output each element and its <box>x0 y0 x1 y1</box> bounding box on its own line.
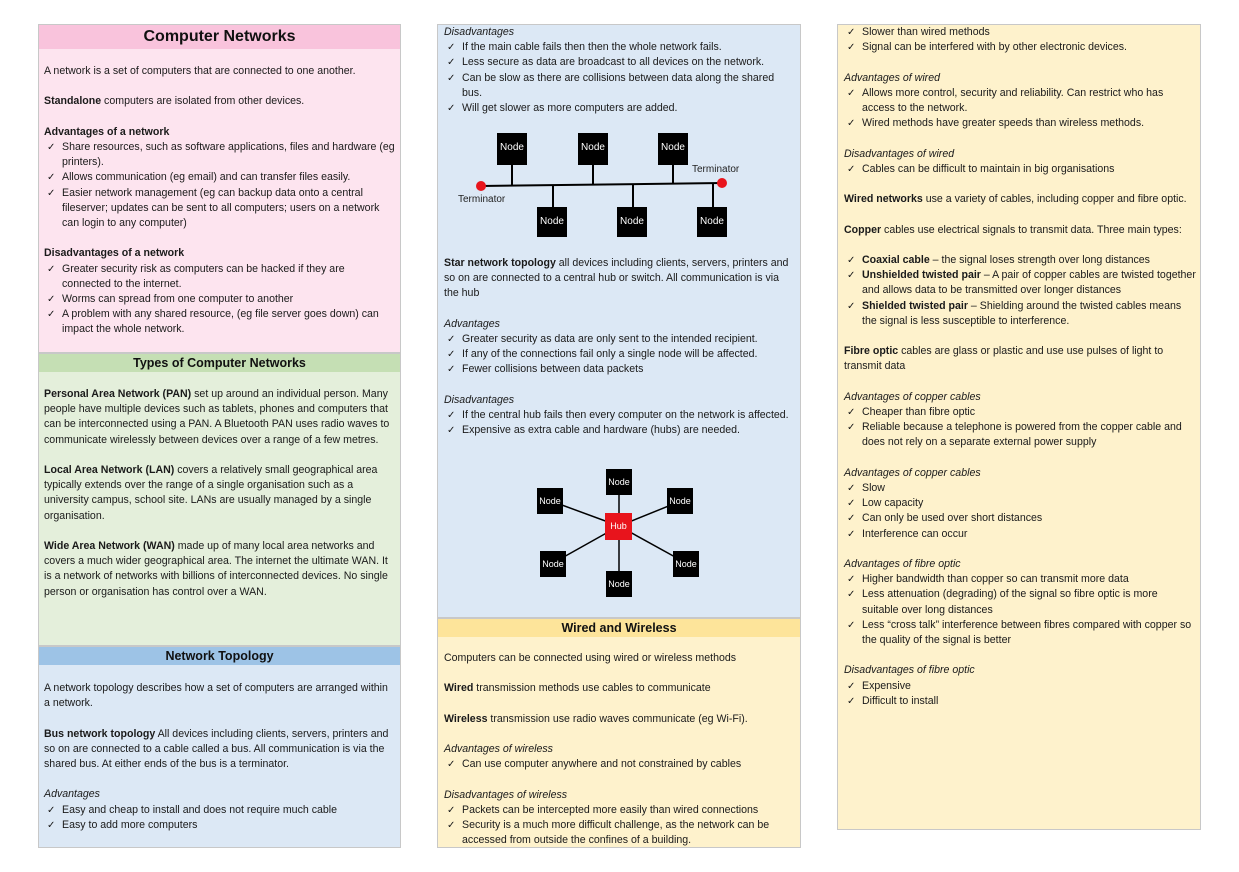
list-item: ✓ Less secure as data are broadcast to all devices on the network. <box>444 55 796 70</box>
star-node: Node <box>537 488 563 514</box>
list-item: ✓ Slow <box>844 481 1196 496</box>
list-item: ✓ Unshielded twisted pair – A pair of copper cables are twisted together and allows data to be transmitted over longer distances <box>844 268 1196 298</box>
bus-dis-list <box>444 40 796 116</box>
fibre-adv-list <box>844 572 1196 648</box>
copper-adv-list <box>844 405 1196 451</box>
bus-node: Node <box>497 133 527 165</box>
list-item: ✓ Cables can be difficult to maintain in big organisations <box>844 162 1196 177</box>
types-of-networks-body <box>44 387 396 600</box>
standalone-text: Standalone computers are isolated from other devices. <box>44 95 305 108</box>
adv-network-heading: Advantages of a network <box>44 125 170 138</box>
wan-text: Wide Area Network (WAN) made up of many local area networks and covers a much wider geographical area. The internet the ultimate WAN. It is a network of networks with billions of interconnected devices. No single person or organisation has control over a WAN. <box>44 540 388 598</box>
wired-adv-list <box>844 86 1196 132</box>
network-topology-body <box>44 681 396 833</box>
list-item: ✓ Expensive <box>844 679 1196 694</box>
star-node: Node <box>606 571 632 597</box>
wireless-dis-list-continued <box>844 25 1196 55</box>
bus-node: Node <box>537 207 567 237</box>
computer-networks-body <box>44 64 396 338</box>
wired-intro: Computers can be connected using wired or wireless methods <box>444 652 737 664</box>
copper-adv2-heading: Advantages of copper cables <box>844 466 981 479</box>
list-item: ✓ Can only be used over short distances <box>844 511 1196 526</box>
star-node: Node <box>606 469 632 495</box>
star-topology-body <box>444 256 796 438</box>
list-item: ✓ Will get slower as more computers are added. <box>444 101 796 116</box>
list-item: ✓ Expensive as extra cable and hardware (hubs) are needed. <box>444 423 796 438</box>
copper-text: Copper cables use electrical signals to transmit data. Three main types: <box>844 223 1182 236</box>
terminator-right-dot <box>717 178 727 188</box>
list-item: ✓ Signal can be interfered with by other electronic devices. <box>844 40 1196 55</box>
list-item: ✓ Share resources, such as software applications, files and hardware (eg printers). <box>44 140 396 170</box>
list-item: ✓ Greater security risk as computers can be hacked if they are connected to the internet. <box>44 262 396 292</box>
wired-dis-heading: Disadvantages of wired <box>844 147 955 160</box>
dis-network-list <box>44 262 396 338</box>
title-wired-and-wireless: Wired and Wireless <box>438 619 800 637</box>
terminator-left-label: Terminator <box>458 194 506 205</box>
wired-text: Wired transmission methods use cables to communicate <box>444 682 711 695</box>
bus-adv-heading: Advantages <box>44 788 100 801</box>
intro-text: A network is a set of computers that are connected to one another. <box>44 65 356 77</box>
bus-disadvantages <box>444 25 796 116</box>
lan-text: Local Area Network (LAN) covers a relatively small geographical area typically extends over the range of a single organisation such as a university campus, school site. LANs are usually managed by a single organisation. <box>44 464 378 522</box>
bus-dis-heading: Disadvantages <box>444 26 515 38</box>
star-node: Node <box>673 551 699 577</box>
fibre-adv-heading: Advantages of fibre optic <box>844 557 961 570</box>
star-hub: Hub <box>605 513 632 540</box>
cables-body <box>844 25 1196 709</box>
star-adv-heading: Advantages <box>444 317 500 330</box>
list-item: ✓ Easier network management (eg can backup data onto a central fileserver; updates can be sent to all computers; users on a network can login to any computer) <box>44 186 396 232</box>
bus-node: Node <box>578 133 608 165</box>
terminator-left-dot <box>476 181 486 191</box>
bus-topology-text: Bus network topology All devices including clients, servers, printers and so on are connected to a cable called a bus. All communication is via the shared bus. At either ends of the bus is a terminator. <box>44 727 389 770</box>
terminator-right-label: Terminator <box>692 164 740 175</box>
star-topology-text: Star network topology all devices including clients, servers, printers and so on are connected to a central hub or switch. All communication is via the hub <box>444 257 789 300</box>
list-item: ✓ A problem with any shared resource, (eg file server goes down) can impact the whole network. <box>44 307 396 337</box>
star-topology-diagram <box>530 466 710 600</box>
list-item: ✓ Fewer collisions between data packets <box>444 362 796 377</box>
list-item: ✓ Difficult to install <box>844 694 1196 709</box>
list-item: ✓ Shielded twisted pair – Shielding around the twisted cables means the signal is less susceptible to interference. <box>844 299 1196 329</box>
list-item: ✓ Packets can be intercepted more easily than wired connections <box>444 803 796 818</box>
list-item: ✓ Can be slow as there are collisions between data along the shared bus. <box>444 71 796 101</box>
list-item: ✓ If the central hub fails then every computer on the network is affected. <box>444 408 796 423</box>
list-item: ✓ Can use computer anywhere and not constrained by cables <box>444 757 796 772</box>
copper-adv2-list <box>844 481 1196 542</box>
list-item: ✓ Interference can occur <box>844 527 1196 542</box>
bus-node: Node <box>658 133 688 165</box>
title-network-topology: Network Topology <box>39 647 400 665</box>
wired-adv-heading: Advantages of wired <box>844 71 940 84</box>
cable-types-list <box>844 253 1196 329</box>
star-dis-list <box>444 408 796 438</box>
wireless-text: Wireless transmission use radio waves communicate (eg Wi-Fi). <box>444 712 748 725</box>
list-item: ✓ Security is a much more difficult challenge, as the network can be accessed from outside the confines of a building. <box>444 818 796 848</box>
list-item: ✓ If any of the connections fail only a single node will be affected. <box>444 347 796 362</box>
list-item: ✓ Easy and cheap to install and does not require much cable <box>44 803 396 818</box>
wireless-dis-list <box>444 803 796 849</box>
fibre-dis-list <box>844 679 1196 709</box>
title-types-of-networks: Types of Computer Networks <box>39 354 400 372</box>
bus-node: Node <box>697 207 727 237</box>
list-item: ✓ Cheaper than fibre optic <box>844 405 1196 420</box>
title-computer-networks: Computer Networks <box>39 25 400 49</box>
copper-adv-heading: Advantages of copper cables <box>844 390 981 403</box>
topology-intro: A network topology describes how a set of computers are arranged within a network. <box>44 682 388 710</box>
list-item: ✓ If the main cable fails then then the whole network fails. <box>444 40 796 55</box>
fibre-optic-text: Fibre optic cables are glass or plastic and use use pulses of light to transmit data <box>844 345 1164 373</box>
list-item: ✓ Greater security as data are only sent to the intended recipient. <box>444 332 796 347</box>
bus-topology-diagram <box>450 128 750 240</box>
pan-text: Personal Area Network (PAN) set up around an individual person. Many people have multiple devices such as tablets, phones and computers that can be interconnected using a PAN. A Bluetooth PAN uses radio waves to communicate wirelessly between devices over a range of a few metres. <box>44 388 390 446</box>
list-item: ✓ Low capacity <box>844 496 1196 511</box>
adv-network-list <box>44 140 396 231</box>
dis-network-heading: Disadvantages of a network <box>44 247 185 260</box>
wireless-adv-heading: Advantages of wireless <box>444 743 553 756</box>
bus-adv-list <box>44 803 396 833</box>
list-item: ✓ Allows communication (eg email) and can transfer files easily. <box>44 170 396 185</box>
list-item: ✓ Worms can spread from one computer to another <box>44 292 396 307</box>
list-item: ✓ Wired methods have greater speeds than wireless methods. <box>844 116 1196 131</box>
star-adv-list <box>444 332 796 378</box>
list-item: ✓ Higher bandwidth than copper so can transmit more data <box>844 572 1196 587</box>
wired-wireless-body <box>444 651 796 849</box>
star-node: Node <box>667 488 693 514</box>
wired-dis-list <box>844 162 1196 177</box>
list-item: ✓ Less attenuation (degrading) of the signal so fibre optic is more suitable over long distances <box>844 587 1196 617</box>
star-dis-heading: Disadvantages <box>444 393 515 406</box>
wireless-dis-heading: Disadvantages of wireless <box>444 788 568 801</box>
star-node: Node <box>540 551 566 577</box>
bus-node: Node <box>617 207 647 237</box>
list-item: ✓ Less “cross talk” interference between fibres compared with copper so the quality of the signal is better <box>844 618 1196 648</box>
list-item: ✓ Easy to add more computers <box>44 818 396 833</box>
list-item: ✓ Coaxial cable – the signal loses strength over long distances <box>844 253 1196 268</box>
wireless-adv-list <box>444 757 796 772</box>
list-item: ✓ Allows more control, security and reliability. Can restrict who has access to the network. <box>844 86 1196 116</box>
list-item: ✓ Reliable because a telephone is powered from the copper cable and does not rely on a separate external power supply <box>844 420 1196 450</box>
fibre-dis-heading: Disadvantages of fibre optic <box>844 664 975 677</box>
wired-networks-text: Wired networks use a variety of cables, including copper and fibre optic. <box>844 193 1187 206</box>
list-item: ✓ Slower than wired methods <box>844 25 1196 40</box>
